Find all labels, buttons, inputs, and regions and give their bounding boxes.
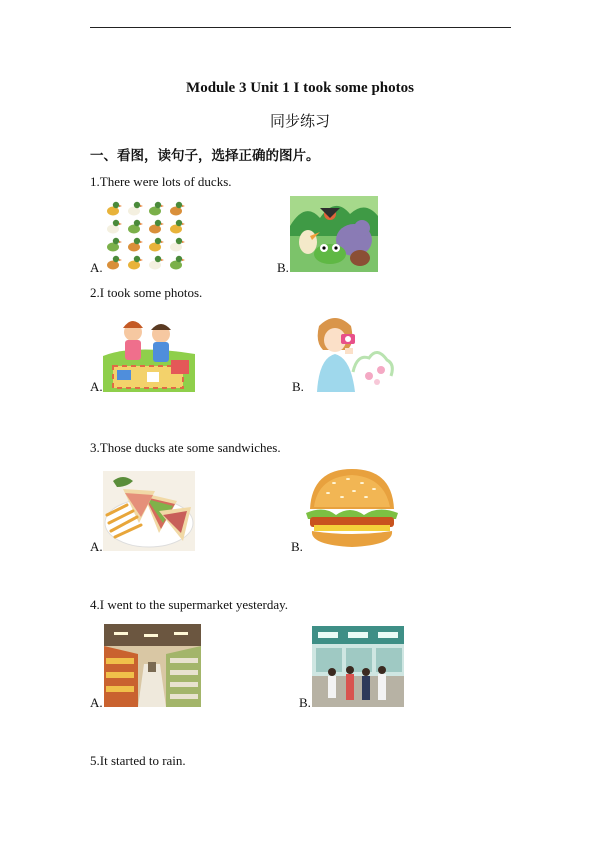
page-subtitle: 同步练习 — [269, 112, 330, 130]
q1-option-a-image[interactable] — [103, 198, 189, 272]
q2-option-a-image[interactable] — [103, 316, 195, 392]
page-title: Module 3 Unit 1 I took some photos — [186, 80, 414, 96]
question-3: 3.Those ducks ate some sandwiches. — [90, 440, 281, 455]
q1-option-b-image[interactable] — [290, 196, 378, 272]
q4-option-a-label[interactable]: A. — [90, 695, 103, 710]
section-heading: 一、看图，读句子，选择正确的图片。 — [90, 148, 320, 164]
question-2: 2.I took some photos. — [90, 285, 203, 300]
q4-option-a-image[interactable] — [104, 624, 201, 707]
q3-option-a-image[interactable] — [103, 471, 195, 551]
q3-option-b-label[interactable]: B. — [291, 539, 303, 554]
q2-option-b-label[interactable]: B. — [292, 379, 304, 394]
q4-option-b-label[interactable]: B. — [299, 695, 311, 710]
q1-option-b-label[interactable]: B. — [277, 260, 289, 275]
header-rule — [90, 27, 511, 28]
question-1: 1.There were lots of ducks. — [90, 174, 232, 189]
q2-option-a-label[interactable]: A. — [90, 379, 103, 394]
q3-option-a-label[interactable]: A. — [90, 539, 103, 554]
q4-option-b-image[interactable] — [312, 626, 404, 707]
q3-option-b-image[interactable] — [304, 463, 400, 551]
question-5: 5.It started to rain. — [90, 753, 186, 768]
q1-option-a-label[interactable]: A. — [90, 260, 103, 275]
q2-option-b-image[interactable] — [305, 314, 395, 392]
question-4: 4.I went to the supermarket yesterday. — [90, 597, 289, 612]
